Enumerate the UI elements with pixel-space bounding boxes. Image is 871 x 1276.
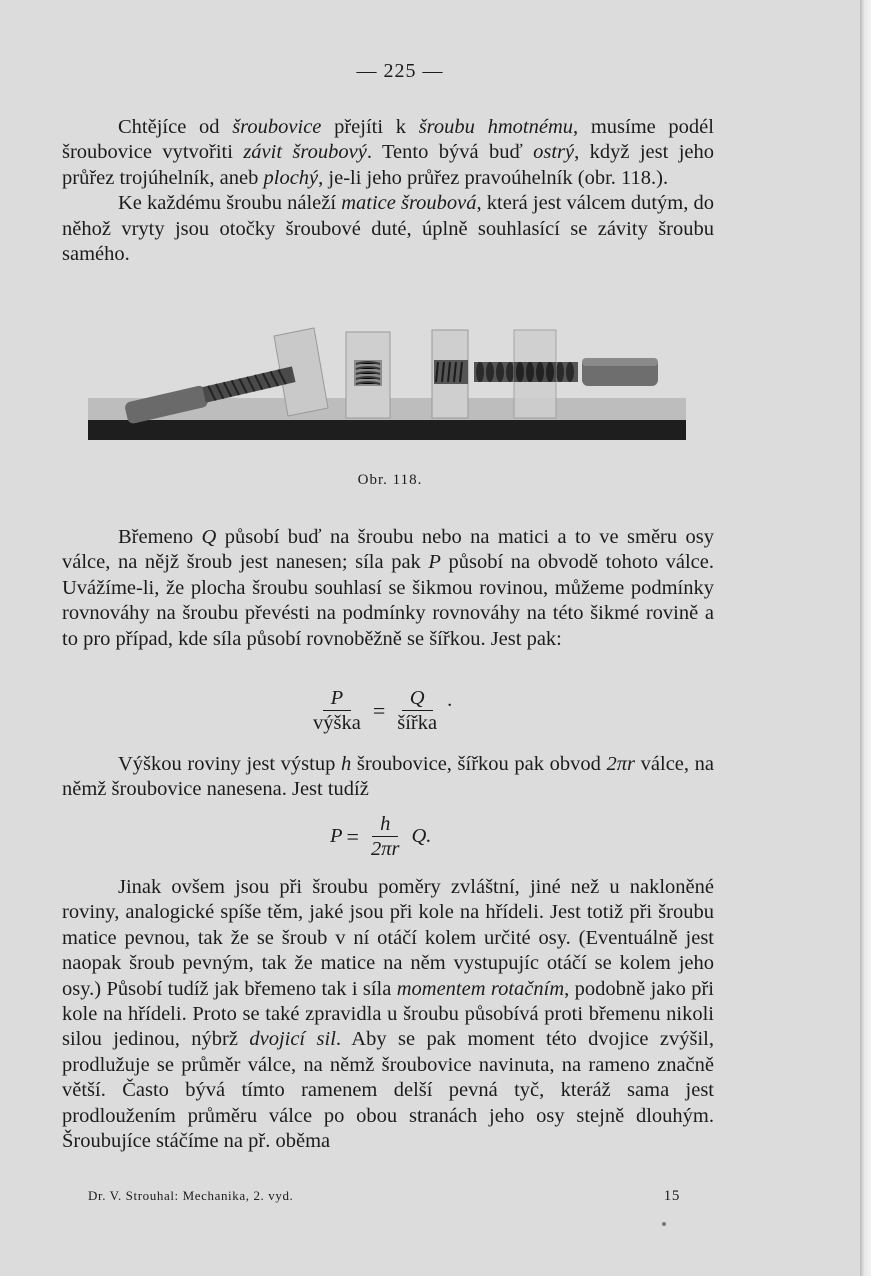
formula-force <box>330 812 431 861</box>
emphasized-term: momentem rotačním <box>396 977 565 1000</box>
emphasized-term: šroubu hmotnému <box>418 116 573 138</box>
text-run: . Aby se pak moment této dvojice zvýšil, prodlužuje se průměr válce, na němž šroubovice navinuta, na rameno značně větší. Často bývá tímto ramenem delší pevná tyč, kteráž sama jest prodloužením průměru válce po obou stranách jeho osy stejně dlouhým. Šroubujíce stáčíme na př. oběma <box>62 1028 714 1153</box>
text-run: , která jest válcem dutým, do něhož vryty jsou otočky šroubové duté, úplně souhlasící se závity šroubu samého. <box>62 192 714 266</box>
footer-reference: Dr. V. Strouhal: Mechanika, 2. vyd. <box>88 1188 294 1203</box>
fraction-left-denominator: výška <box>313 712 361 734</box>
ink-speck <box>662 1222 666 1226</box>
paragraph-load <box>62 525 714 652</box>
text-block-top <box>62 115 714 267</box>
equals-sign: = <box>372 697 386 723</box>
text-run: . Tento bývá buď <box>366 141 534 164</box>
text-run: přejíti k <box>321 116 419 138</box>
text-run: , když jest jeho průřez trojúhelník, aneb <box>62 141 714 189</box>
text-run: Jinak ovšem jsou při šroubu poměry zvláštní, jiné než u nakloněné roviny, analogické spíše těm, jaké jsou při kole na hřídeli. Jest totiž při šroubu matice pevnou, tak že se šroub v ní otáčí kolem určité osy. (Eventuálně jest naopak šroub pevným, tak že matice na něm vystupujíc otáčí se kolem jeho osy.) Působí tudíž jak břemeno tak i síla <box>62 876 714 1000</box>
formula-rhs: Q. <box>411 825 432 847</box>
page-footer <box>88 1188 680 1205</box>
fraction-right-denominator: šířka <box>397 712 438 734</box>
text-block-height <box>62 752 714 803</box>
emphasized-term: plochý <box>263 166 319 189</box>
text-run: , musíme podél šroubovice vytvořiti <box>62 116 714 164</box>
text-run: Břemeno <box>118 526 202 548</box>
emphasized-term: ostrý <box>533 141 575 164</box>
text-run: působí buď na šroubu nebo na matici a to ve směru osy válce, na nějž šroub jest nanesen; síla pak <box>62 526 714 574</box>
formula-ratio <box>305 686 452 735</box>
emphasized-term: šroubovice <box>232 116 322 138</box>
emphasized-term: závit šroubový <box>243 141 367 164</box>
footer-signature: 15 <box>663 1188 680 1204</box>
fraction-numerator-h: h <box>372 812 398 837</box>
text-run: , je-li jeho průřez pravoúhelník (obr. 118.). <box>318 166 669 189</box>
paragraph-rotation <box>62 875 714 1154</box>
text-block-bottom <box>62 875 714 1154</box>
fraction-left <box>305 686 369 735</box>
text-block-middle <box>62 525 714 652</box>
emphasized-term: matice šroubová <box>341 192 477 215</box>
text-run: šroubovice, šířkou pak obvod <box>351 753 607 775</box>
paragraph-height <box>62 752 714 803</box>
equals-sign-2: = <box>346 823 359 849</box>
formula-lhs: P <box>330 825 343 847</box>
fraction-right <box>389 686 445 735</box>
figure-base-shadow <box>88 420 686 440</box>
fraction-right-numerator: Q <box>402 686 433 711</box>
figure-caption: Obr. 118. <box>357 472 423 488</box>
text-run: působí na obvodě tohoto válce. Uvážíme-li, že plocha šroubu souhlasí se šikmou rovinou, můžeme podmínky rovnováhy na šroubu převésti na podmínky rovnováhy na této šikmé rovině a to pro případ, kde síla působí rovnoběžně se šířkou. Jest pak: <box>62 551 714 650</box>
formula-period: . <box>447 689 453 711</box>
fraction-denominator-2pir: 2πr <box>370 838 400 860</box>
emphasized-term: 2πr <box>606 753 636 775</box>
fraction-h-over-2pir <box>363 812 408 861</box>
paragraph-nut <box>62 191 714 267</box>
text-run: Ke každému šroubu náleží <box>118 192 342 215</box>
text-run: Chtějíce od <box>118 116 233 138</box>
emphasized-term: P <box>428 551 441 574</box>
emphasized-term: dvojicí sil <box>249 1028 336 1051</box>
text-run: Výškou roviny jest výstup <box>118 753 341 775</box>
page-number: — 225 — <box>356 60 444 82</box>
fraction-left-numerator: P <box>323 686 352 711</box>
page-edge <box>860 0 871 1276</box>
screw-figure <box>88 322 688 444</box>
text-run: válce, na němž šroubovice nanesena. Jest tudíž <box>62 753 715 801</box>
emphasized-term: Q <box>201 526 217 548</box>
emphasized-term: h <box>340 753 352 775</box>
text-run: , podobně jako při kole na hřídeli. Proto se také zpravidla u šroubu působívá proti břemenu nikoli silou jedinou, nýbrž <box>62 977 714 1051</box>
paragraph-screw-thread <box>62 115 714 191</box>
